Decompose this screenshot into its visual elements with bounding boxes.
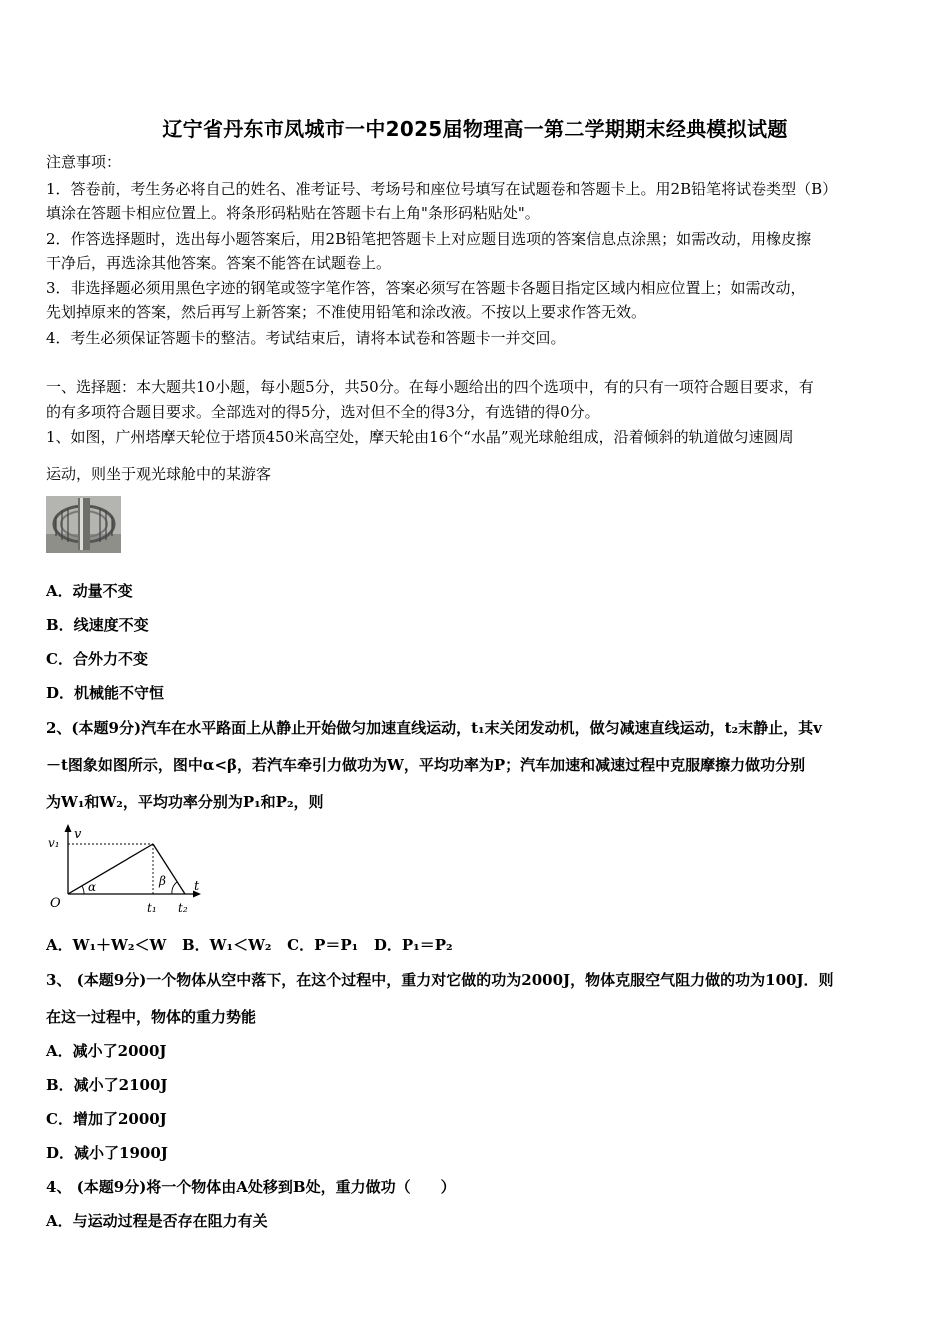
note-line: 先划掉原来的答案，然后再写上新答案；不准使用铅笔和涂改液。不按以上要求作答无效。 [46, 303, 647, 321]
graph-x-axis-label: t [194, 879, 200, 894]
section-intro: 一、选择题：本大题共10小题，每小题5分，共50分。在每小题给出的四个选项中，有的只有一项符合题目要求，有 [46, 378, 814, 396]
question-4-text: 4、 (本题9分)将一个物体由A处移到B处，重力做功（ ） [46, 1178, 456, 1196]
graph-origin-label: O [50, 896, 61, 911]
graph-alpha-label: α [88, 880, 97, 894]
question-1-text: 运动，则坐于观光球舱中的某游客 [46, 465, 272, 483]
note-line: 3．非选择题必须用黑色字迹的钢笔或签字笔作答，答案必须写在答题卡各题目指定区域内相应位置上；如需改动， [46, 279, 806, 297]
q1-option-b: B．线速度不变 [46, 616, 149, 634]
note-line: 干净后，再选涂其他答案。答案不能答在试题卷上。 [46, 254, 392, 272]
notes-heading: 注意事项： [46, 153, 122, 171]
q1-option-d: D．机械能不守恒 [46, 684, 165, 702]
q4-option-a: A．与运动过程是否存在阻力有关 [46, 1212, 268, 1230]
page-title: 辽宁省丹东市凤城市一中2025届物理高一第二学期期末经典模拟试题 [162, 117, 788, 141]
section-intro: 的有多项符合题目要求。全部选对的得5分，选对但不全的得3分，有选错的得0分。 [46, 403, 600, 421]
q3-option-c: C．增加了2000J [46, 1110, 167, 1128]
question-2-text: －t图象如图所示，图中α<β，若汽车牵引力做功为W，平均功率为P；汽车加速和减速过程中克服摩擦力做功分别 [46, 756, 806, 774]
q2-options: A．W₁＋W₂＜W B．W₁＜W₂ C．P＝P₁ D．P₁＝P₂ [46, 936, 453, 954]
q1-option-a: A．动量不变 [46, 582, 133, 600]
ferris-wheel-photo [46, 496, 121, 553]
q3-option-b: B．减小了2100J [46, 1076, 168, 1094]
graph-t1-label: t₁ [147, 901, 157, 915]
graph-y-axis-label: v [74, 827, 82, 842]
question-2-text: 为W₁和W₂，平均功率分别为P₁和P₂，则 [46, 793, 324, 811]
graph-v1-label: v₁ [48, 836, 60, 850]
vt-graph [44, 823, 204, 918]
q1-option-c: C．合外力不变 [46, 650, 148, 668]
note-line: 1．答卷前，考生务必将自己的姓名、准考证号、考场号和座位号填写在试题卷和答题卡上。用2B铅笔将试卷类型（B） [46, 180, 838, 198]
note-line: 2．作答选择题时，选出每小题答案后，用2B铅笔把答题卡上对应题目选项的答案信息点涂黑；如需改动，用橡皮擦 [46, 230, 812, 248]
note-line: 4．考生必须保证答题卡的整洁。考试结束后，请将本试卷和答题卡一并交回。 [46, 329, 566, 347]
question-3-text: 在这一过程中，物体的重力势能 [46, 1008, 257, 1026]
graph-beta-label: β [159, 874, 166, 888]
q3-option-a: A．减小了2000J [46, 1042, 167, 1060]
q3-option-d: D．减小了1900J [46, 1144, 168, 1162]
note-line: 填涂在答题卡相应位置上。将条形码粘贴在答题卡右上角"条形码粘贴处"。 [46, 204, 540, 222]
question-1-text: 1、如图，广州塔摩天轮位于塔顶450米高空处，摩天轮由16个“水晶”观光球舱组成，沿着倾斜的轨道做匀速圆周 [46, 428, 794, 446]
question-3-text: 3、 (本题9分)一个物体从空中落下，在这个过程中，重力对它做的功为2000J，物体克服空气阻力做的功为100J．则 [46, 971, 834, 989]
question-2-text: 2、(本题9分)汽车在水平路面上从静止开始做匀加速直线运动，t₁末关闭发动机，做匀减速直线运动，t₂末静止，其v [46, 719, 822, 737]
graph-t2-label: t₂ [178, 901, 188, 915]
